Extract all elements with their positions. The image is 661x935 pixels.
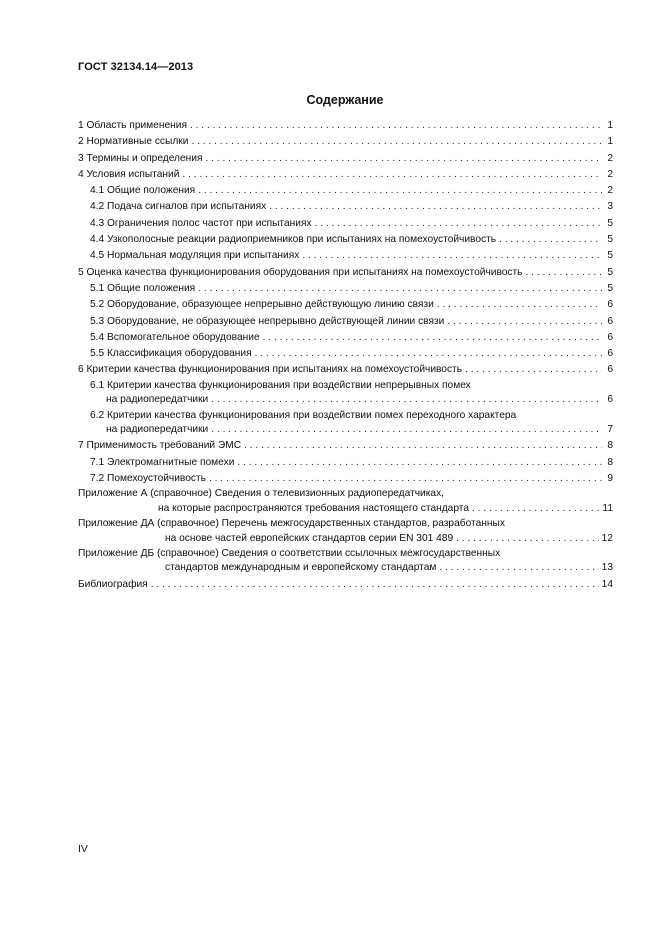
toc-entry[interactable] (78, 531, 613, 547)
toc-entry[interactable] (78, 455, 613, 471)
toc-entry[interactable] (78, 330, 613, 346)
dot-leader (447, 314, 602, 330)
dot-leader (499, 232, 602, 248)
toc-entry-label: 4.4 Узкополосные реакции радиоприемников при испытаниях на помехоустойчивость (90, 234, 497, 246)
toc-entry[interactable] (78, 265, 613, 281)
toc-entry-label: 5.2 Оборудование, образующее непрерывно действующую линию связи (90, 299, 434, 311)
toc-entry[interactable] (78, 232, 613, 248)
toc-entry-label: 4.5 Нормальная модуляция при испытаниях (90, 250, 300, 262)
dot-leader (269, 199, 602, 215)
dot-leader (209, 471, 602, 487)
dot-leader (244, 438, 602, 454)
toc-entry-label: 5 Оценка качества функционирования оборудования при испытаниях на помехоустойчивость (78, 266, 523, 278)
toc-entry-title-line: 6.1 Критерии качества функционирования при воздействии непрерывных помех (90, 379, 471, 391)
toc-page-number: 9 (607, 472, 613, 484)
toc-entry[interactable] (78, 134, 613, 150)
toc-entry-label: Библиография (78, 578, 148, 590)
toc-page-number: 8 (607, 440, 613, 452)
page-title: Содержание (306, 93, 384, 107)
toc-entry-title-line: Приложение А (справочное) Сведения о телевизионных радиопередатчиках, (78, 488, 444, 500)
toc-entry-label: на основе частей европейских стандартов серии EN 301 489 (165, 532, 454, 544)
toc-page-number: 7 (607, 424, 613, 436)
toc-entry[interactable] (78, 501, 613, 517)
page-number: IV (78, 843, 88, 855)
dot-leader (439, 560, 598, 576)
toc-page-number: 6 (607, 348, 613, 360)
dot-leader (263, 330, 602, 346)
dot-leader (198, 281, 602, 297)
document-code: ГОСТ 32134.14—2013 (78, 61, 194, 73)
toc-entry-label: 5.3 Оборудование, не образующее непрерывно действующей линии связи (90, 315, 445, 327)
dot-leader (211, 392, 602, 408)
toc-page-number: 5 (607, 217, 613, 229)
toc-entry-label: 5.5 Классификация оборудования (90, 348, 252, 360)
toc-page-number: 11 (602, 502, 613, 514)
toc-entry[interactable] (78, 314, 613, 330)
toc-page-number: 2 (607, 152, 613, 164)
toc-entry-label: на радиопередатчики (106, 394, 209, 406)
dot-leader (151, 577, 599, 593)
dot-leader (205, 151, 602, 167)
toc-page-number: 5 (607, 250, 613, 262)
toc-entry-title-line: Приложение ДА (справочное) Перечень межгосударственных стандартов, разработанных (78, 518, 505, 530)
toc-entry-label: 7 Применимость требований ЭМС (78, 440, 242, 452)
toc-entry[interactable] (78, 392, 613, 408)
toc-entry[interactable] (78, 183, 613, 199)
toc-page-number: 3 (607, 201, 613, 213)
toc-page-number: 14 (601, 578, 613, 590)
toc-entry-label: 6 Критерии качества функционирования при испытаниях на помехоустойчивость (78, 364, 463, 376)
toc-entry-label: 7.2 Помехоустойчивость (90, 472, 206, 484)
dot-leader (237, 455, 602, 471)
toc-page-number: 8 (607, 456, 613, 468)
toc-page-number: 6 (607, 394, 613, 406)
toc-entry[interactable] (78, 362, 613, 378)
toc-page-number: 1 (607, 136, 613, 148)
toc-page-number: 6 (607, 364, 613, 376)
toc-entry-label: 4.1 Общие положения (90, 185, 196, 197)
toc-entry-title-line: 6.2 Критерии качества функционирования при воздействии помех переходного характера (90, 409, 517, 421)
dot-leader (465, 362, 602, 378)
dot-leader (190, 118, 602, 134)
toc-entry[interactable] (78, 422, 613, 438)
toc-entry-label: 5.4 Вспомогательное оборудование (90, 331, 260, 343)
toc-entry-label: 7.1 Электромагнитные помехи (90, 456, 235, 468)
toc-entry-label: на радиопередатчики (106, 424, 209, 436)
toc-page-number: 6 (607, 331, 613, 343)
toc-entry[interactable] (78, 151, 613, 167)
toc-entry[interactable] (78, 199, 613, 215)
toc-entry[interactable] (78, 297, 613, 313)
dot-leader (191, 134, 602, 150)
toc-entry-label: 1 Область применения (78, 120, 187, 131)
toc-entry-label: 3 Термины и определения (78, 152, 203, 164)
dot-leader (255, 346, 602, 362)
toc-page-number: 5 (607, 282, 613, 294)
toc-page-number: 13 (601, 562, 613, 574)
dot-leader (211, 422, 602, 438)
toc-entry[interactable] (78, 248, 613, 264)
toc-entry[interactable] (78, 471, 613, 487)
toc-entry-label: на которые распространяются требования настоящего стандарта (158, 502, 470, 514)
toc-entry-label: 4.2 Подача сигналов при испытаниях (90, 201, 267, 213)
toc-entry[interactable] (78, 438, 613, 454)
dot-leader (302, 248, 602, 264)
toc-entry[interactable] (78, 216, 613, 232)
toc-page-number: 5 (607, 266, 613, 278)
dot-leader (315, 216, 602, 232)
dot-leader (198, 183, 602, 199)
toc-entry-title-line: Приложение ДБ (справочное) Сведения о соответствии ссылочных межгосударственных (78, 547, 501, 559)
toc-entry-label: 4.3 Ограничения полос частот при испытаниях (90, 217, 312, 229)
dot-leader (472, 501, 599, 517)
dot-leader (182, 167, 602, 183)
toc-page-number: 6 (607, 315, 613, 327)
table-of-contents (78, 118, 613, 593)
toc-entry[interactable] (78, 560, 613, 576)
toc-entry[interactable] (78, 167, 613, 183)
dot-leader (437, 297, 602, 313)
toc-entry[interactable] (78, 346, 613, 362)
toc-entry-label: стандартов международным и европейскому стандартам (165, 562, 437, 574)
toc-page-number: 2 (607, 185, 613, 197)
toc-page-number: 6 (607, 299, 613, 311)
toc-page-number: 12 (601, 532, 613, 544)
toc-entry[interactable] (78, 118, 613, 134)
toc-page-number: 1 (607, 120, 613, 131)
toc-entry-label: 5.1 Общие положения (90, 282, 196, 294)
toc-entry-label: 4 Условия испытаний (78, 168, 180, 180)
dot-leader (525, 265, 602, 281)
toc-page-number: 2 (607, 168, 613, 180)
dot-leader (456, 531, 599, 547)
toc-entry[interactable] (78, 281, 613, 297)
toc-page-number: 5 (607, 234, 613, 246)
toc-entry-label: 2 Нормативные ссылки (78, 136, 189, 148)
toc-entry[interactable] (78, 577, 613, 593)
